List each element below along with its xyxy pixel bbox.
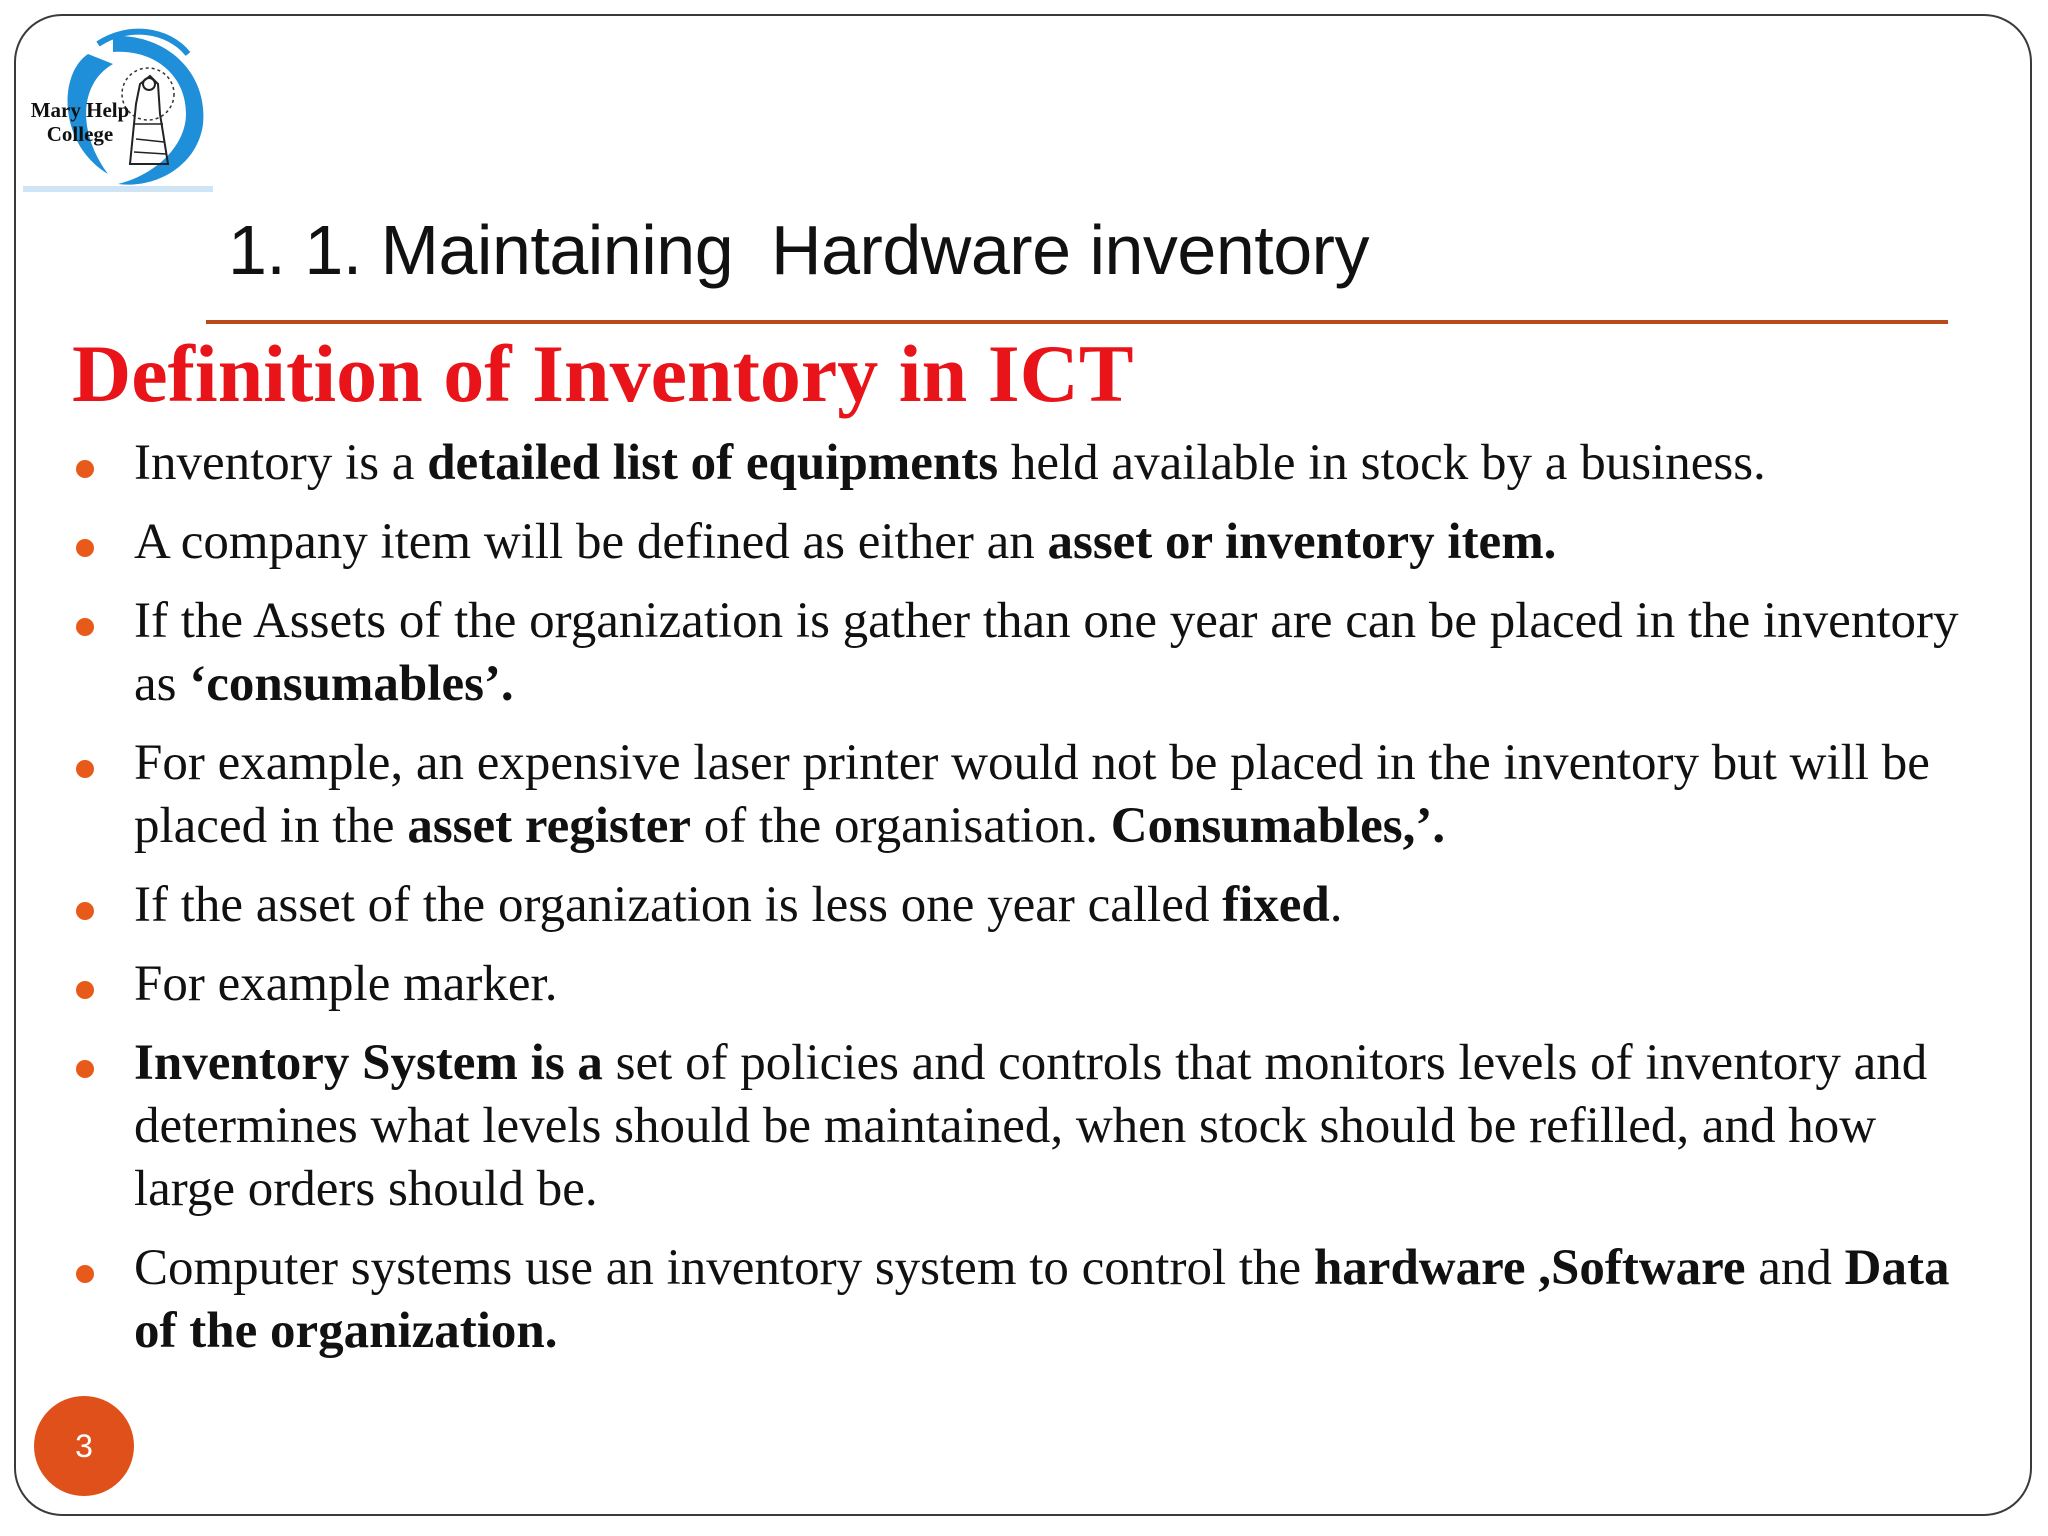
bullet-item-7 [64,1032,1984,1221]
bullet-bold-text: ‘consumables’. [189,656,514,712]
logo-line1: Mary Help [30,98,130,122]
bullet-dot-icon [76,902,94,920]
bullet-item-1 [64,432,1984,495]
bullet-text: held available in stock by a business. [998,435,1766,491]
bullet-bold-text: hardware ,Software [1313,1240,1746,1296]
bullet-item-8 [64,1237,1984,1363]
bullet-dot-icon [76,1060,94,1078]
bullet-bold-text: Consumables,’. [1110,798,1446,854]
bullet-text: Inventory is a [134,435,428,491]
bullet-item-5 [64,874,1984,937]
bullet-dot-icon [76,539,94,557]
bullet-item-3 [64,590,1984,716]
bullet-text: For example, an expensive laser printer would not be placed in the inventory but will be placed in the [134,735,1930,854]
bullet-text: set of policies and controls that monitors levels of inventory and determines what levels should be maintained, when stock should be refilled, and how large orders should be. [134,1035,1928,1217]
bullet-item-6 [64,953,1984,1016]
bullet-bold-text: Inventory System is a [134,1035,603,1091]
bullet-bold-text: Data of the organization. [134,1240,1950,1359]
logo-line2: College [46,122,114,146]
bullet-text: of the organisation. [691,798,1111,854]
bullet-dot-icon [76,460,94,478]
title-divider [206,320,1948,324]
bullet-dot-icon [76,618,94,636]
section-heading: Definition of Inventory in ICT [72,328,1134,419]
page-number-badge: 3 [34,1396,134,1496]
bullet-text: If the Assets of the organization is gather than one year are can be placed in the inventory as [134,593,1959,712]
bullet-text: . [1329,877,1343,933]
bullet-text: A company item will be defined as either an [134,514,1048,570]
bullet-text: Computer systems use an inventory system to control the [134,1240,1314,1296]
bullet-list [64,432,1984,1379]
bullet-item-4 [64,732,1984,858]
bullet-bold-text: asset register [407,798,691,854]
bullet-text: If the asset of the organization is less one year called [134,877,1223,933]
bullet-bold-text: detailed list of equipments [427,435,999,491]
bullet-item-2 [64,511,1984,574]
logo-text [24,98,136,146]
bullet-text: and [1745,1240,1845,1296]
college-logo [18,24,218,196]
bullet-text: For example marker. [134,956,558,1012]
bullet-bold-text: fixed [1222,877,1330,933]
slide-title: 1. 1. Maintaining Hardware inventory [228,211,1369,289]
bullet-dot-icon [76,760,94,778]
bullet-dot-icon [76,1265,94,1283]
bullet-bold-text: asset or inventory item. [1047,514,1557,570]
bullet-dot-icon [76,981,94,999]
